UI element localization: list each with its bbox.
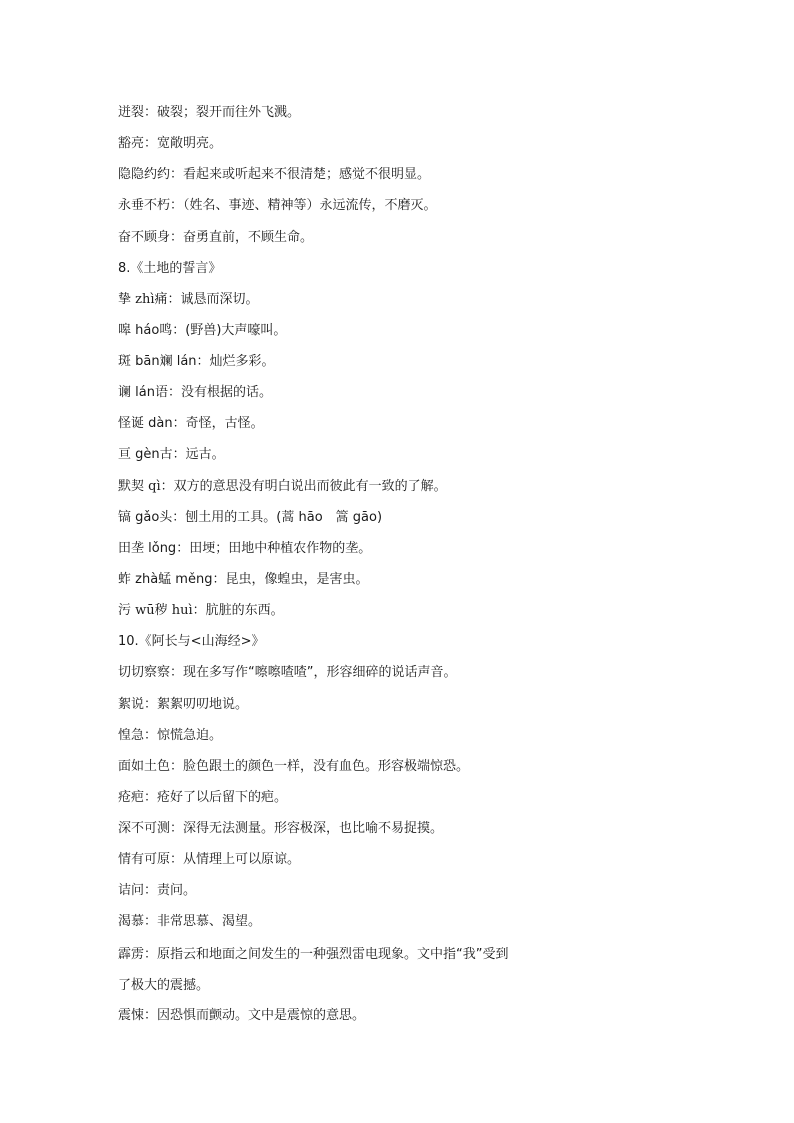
entry-line: 絮说：絮絮叨叨地说。	[118, 697, 249, 712]
entry-line: 情有可原：从情理上可以原谅。	[118, 852, 301, 867]
entry-line: 豁亮：宽敞明亮。	[118, 136, 223, 151]
entry-line: 默契 qì：双方的意思没有明白说出而彼此有一致的了解。	[118, 479, 447, 494]
entry-line: 嗥 háo鸣：(野兽)大声嚎叫。	[118, 323, 287, 338]
entry-line: 震悚：因恐惧而颤动。文中是震惊的意思。	[118, 1008, 366, 1023]
entry-line: 惶急：惊慌急迫。	[118, 728, 223, 743]
entry-line: 深不可测：深得无法测量。形容极深，也比喻不易捉摸。	[118, 821, 444, 836]
entry-line: 挚 zhì痛：诚恳而深切。	[118, 292, 259, 307]
entry-line: 疮疤：疮好了以后留下的疤。	[118, 790, 288, 805]
entry-line: 永垂不朽：（姓名、事迹、精神等）永远流传，不磨灭。	[118, 198, 437, 213]
entry-line: 迸裂：破裂；裂开而往外飞溅。	[118, 105, 301, 120]
entry-line: 镐 gǎo头：刨土用的工具。(蒿 hāo 篙 gāo)	[118, 510, 383, 525]
entry-line: 面如土色：脸色跟土的颜色一样，没有血色。形容极端惊恐。	[118, 759, 470, 774]
section-heading: 8.《土地的誓言》	[118, 261, 222, 276]
entry-line: 隐隐约约：看起来或听起来不很清楚；感觉不很明显。	[118, 167, 431, 182]
entry-line: 污 wū秽 huì：肮脏的东西。	[118, 603, 284, 618]
section-heading: 10.《阿长与<山海经>》	[118, 634, 265, 649]
entry-line: 斑 bān斓 lán：灿烂多彩。	[118, 354, 275, 369]
entry-line-wrapped: 霹雳：原指云和地面之间发生的一种强烈雷电现象。文中指“我”受到了极大的震撼。	[118, 947, 509, 993]
entry-line: 蚱 zhà蜢 měng：昆虫，像蝗虫，是害虫。	[118, 572, 369, 587]
entry-line: 奋不顾身：奋勇直前，不顾生命。	[118, 230, 314, 245]
entry-line: 切切察察：现在多写作“嚓嚓喳喳”，形容细碎的说话声音。	[118, 665, 457, 680]
entry-line: 谰 lán语：没有根据的话。	[118, 385, 272, 400]
entry-line: 渴慕：非常思慕、渴望。	[118, 914, 262, 929]
entry-line: 田垄 lǒng：田埂；田地中种植农作物的垄。	[118, 541, 372, 556]
entry-line: 亘 gèn古：远古。	[118, 447, 225, 462]
entry-line: 诘问：责问。	[118, 883, 197, 898]
entry-line: 怪诞 dàn：奇怪，古怪。	[118, 416, 264, 431]
